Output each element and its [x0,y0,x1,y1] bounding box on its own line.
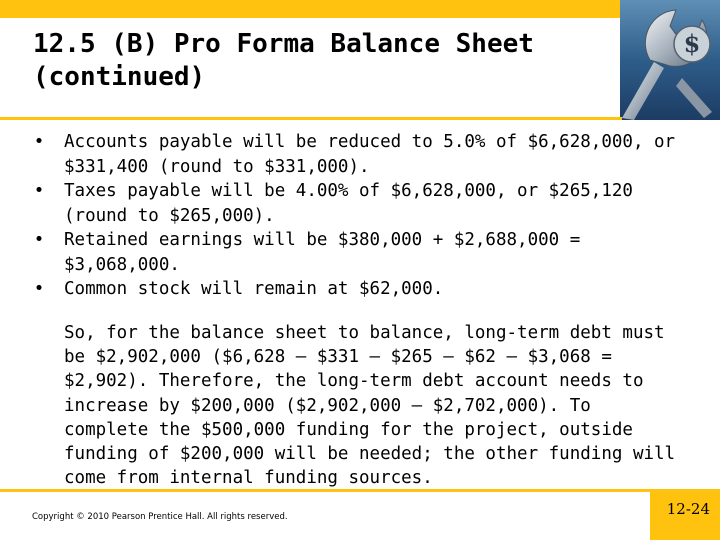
copyright-notice: Copyright © 2010 Pearson Prentice Hall. All rights reserved. [32,512,288,522]
paragraph-line-6: funding of $200,000 will be needed; the other funding will [64,444,676,465]
paragraph-line-2: be $2,902,000 ($6,628 – $331 – $265 – $62 – $3,068 = [64,347,612,368]
bullet-4-line-1: Common stock will remain at $62,000. [64,279,444,299]
list-item [33,277,673,302]
bullet-list [33,130,676,302]
bullet-3-line-1: Retained earnings will be $380,000 + $2,688,000 = [64,230,581,250]
bullet-2-line-2: (round to $265,000). [64,205,275,226]
paragraph-line-5: complete the $500,000 funding for the project, outside [64,419,633,440]
top-accent-bar [0,0,720,18]
paragraph-line-7: come from internal funding sources. [64,468,433,489]
paragraph-line-1: So, for the balance sheet to balance, long-term debt must [64,323,665,343]
slide-title-line-2: (continued) [33,62,206,92]
paragraph-line-4: increase by $200,000 ($2,902,000 – $2,702,000). To [64,395,591,416]
title-divider [0,117,622,120]
slide-title [33,28,593,94]
bullet-marker: • [33,132,45,152]
bullet-marker: • [33,230,45,250]
page-number: 12-24 [666,500,710,518]
wrench-dollar-icon [620,0,720,120]
bullet-marker: • [33,181,45,201]
paragraph-line-3: $2,902). Therefore, the long-term debt account needs to [64,371,644,392]
list-item [33,179,673,228]
bullet-3-line-2: $3,068,000. [64,254,180,275]
list-item [33,130,676,179]
bullet-1-line-2: $331,400 (round to $331,000). [64,156,370,177]
bullet-2-line-1: Taxes payable will be 4.00% of $6,628,000, or $265,120 [64,181,633,201]
footer-divider [0,489,650,492]
svg-text:$: $ [683,29,701,58]
bullet-1-line-1: Accounts payable will be reduced to 5.0% of $6,628,000, or [64,132,676,152]
list-item [33,228,673,277]
explanation-paragraph [64,321,674,490]
slide-title-line-1: 12.5 (B) Pro Forma Balance Sheet [33,29,534,59]
bullet-marker: • [33,279,45,299]
